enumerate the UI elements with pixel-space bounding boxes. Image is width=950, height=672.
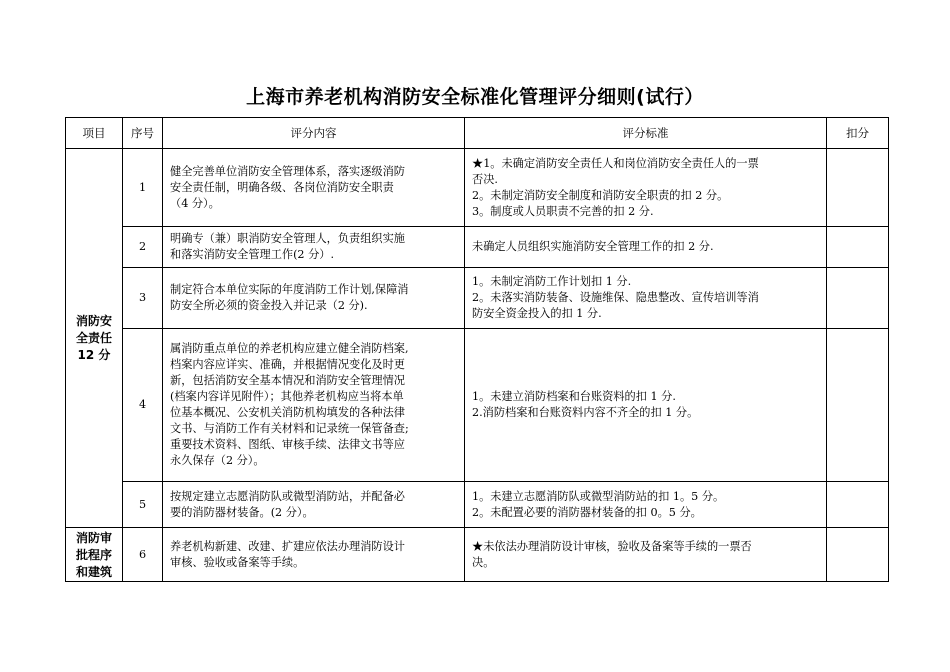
content-line: （4 分）。 (170, 196, 220, 210)
seq-cell: 2 (123, 227, 163, 268)
table-row (66, 528, 889, 582)
standard-line: 否决. (472, 172, 498, 186)
page-title: 上海市养老机构消防安全标准化管理评分细则(试行） (246, 86, 704, 108)
category-line: 消防审 (75, 531, 112, 545)
deduct-cell[interactable] (827, 268, 889, 329)
content-line: 位基本概况、公安机关消防机构填发的各种法律 (170, 406, 405, 419)
standard-line: 2.消防档案和台账资料内容不齐全的扣 1 分。 (472, 406, 699, 419)
standard-line: 决。 (472, 555, 495, 569)
content-line: 制定符合本单位实际的年度消防工作计划,保障消 (170, 283, 409, 296)
category-line: 全责任 (75, 330, 112, 345)
standard-line: ★未依法办理消防设计审核，验收及备案等手续的一票否 (472, 539, 752, 553)
standard-line: ★1。未确定消防安全责任人和岗位消防安全责任人的一票 (472, 156, 759, 170)
content-line: 明确专（兼）职消防安全管理人，负责组织实施 (170, 232, 405, 245)
standard-line: 2。未制定消防安全制度和消防安全职责的扣 2 分。 (472, 188, 729, 202)
category-line: 和建筑 (75, 565, 112, 579)
content-cell (163, 528, 465, 582)
content-line: 和落实消防安全管理工作(2 分）. (170, 248, 335, 261)
standard-cell (465, 268, 827, 329)
content-line: 新，包括消防安全基本情况和消防安全管理情况 (170, 374, 405, 387)
table-row (66, 482, 889, 528)
header-item: 项目 (66, 118, 123, 149)
content-cell (163, 149, 465, 227)
header-content: 评分内容 (163, 118, 465, 149)
content-line: 重要技术资料、图纸、审核手续、法律文书等应 (170, 438, 405, 451)
deduct-cell[interactable] (827, 528, 889, 582)
table-row (66, 329, 889, 482)
header-seq: 序号 (123, 118, 163, 149)
seq-cell: 3 (123, 268, 163, 329)
standard-line: 1。未建立消防档案和台账资料的扣 1 分. (472, 390, 676, 403)
standard-cell (465, 528, 827, 582)
standard-cell (465, 149, 827, 227)
content-line: 审核、验收或备案等手续。 (170, 555, 305, 569)
deduct-cell[interactable] (827, 482, 889, 528)
category-fire-review-procedures (66, 528, 123, 582)
content-line: (档案内容详见附件）；其他养老机构应当将本单 (170, 390, 404, 403)
category-line: 消防安 (75, 313, 112, 328)
header-standard: 评分标准 (465, 118, 827, 149)
deduct-cell[interactable] (827, 149, 889, 227)
content-line: 要的消防器材装备。(2 分）。 (170, 505, 314, 519)
category-line: 12 分 (77, 347, 111, 362)
standard-line: 2。未配置必要的消防器材装备的扣 0。5 分。 (472, 505, 702, 519)
seq-cell: 1 (123, 149, 163, 227)
standard-line: 防安全资金投入的扣 1 分. (472, 307, 602, 320)
category-line: 批程序 (75, 548, 112, 562)
standard-cell (465, 227, 827, 268)
standard-cell (465, 482, 827, 528)
content-cell (163, 482, 465, 528)
standard-line: 未确定人员组织实施消防安全管理工作的扣 2 分. (472, 240, 714, 253)
content-line: 按规定建立志愿消防队或微型消防站，并配备必 (170, 489, 405, 503)
scoring-table (65, 117, 889, 582)
content-cell (163, 329, 465, 482)
seq-cell: 5 (123, 482, 163, 528)
content-cell (163, 268, 465, 329)
deduct-cell[interactable] (827, 329, 889, 482)
content-line: 永久保存（2 分）。 (170, 454, 265, 467)
standard-line: 1。未建立志愿消防队或微型消防站的扣 1。5 分。 (472, 489, 725, 503)
standard-line: 2。未落实消防装备、设施维保、隐患整改、宣传培训等消 (472, 291, 759, 304)
content-line: 安全责任制，明确各级、各岗位消防安全职责 (170, 180, 394, 194)
content-line: 文书、与消防工作有关材料和记录统一保管备查; (170, 422, 409, 435)
seq-cell: 6 (123, 528, 163, 582)
standard-line: 1。未制定消防工作计划扣 1 分. (472, 275, 632, 288)
seq-cell: 4 (123, 329, 163, 482)
category-fire-safety-responsibility (66, 149, 123, 528)
content-line: 防安全所必须的资金投入并记录（2 分). (170, 299, 368, 312)
header-deduct: 扣分 (827, 118, 889, 149)
table-row (66, 227, 889, 268)
standard-line: 3。制度或人员职责不完善的扣 2 分. (472, 204, 654, 218)
table-row (66, 268, 889, 329)
content-line: 属消防重点单位的养老机构应建立健全消防档案, (170, 342, 409, 355)
standard-cell (465, 329, 827, 482)
table-row (66, 149, 889, 227)
table-header-row (66, 118, 889, 149)
content-line: 养老机构新建、改建、扩建应依法办理消防设计 (170, 539, 405, 553)
content-line: 档案内容应详实、准确，并根据情况变化及时更 (170, 358, 405, 371)
deduct-cell[interactable] (827, 227, 889, 268)
content-line: 健全完善单位消防安全管理体系，落实逐级消防 (170, 164, 405, 178)
content-cell (163, 227, 465, 268)
